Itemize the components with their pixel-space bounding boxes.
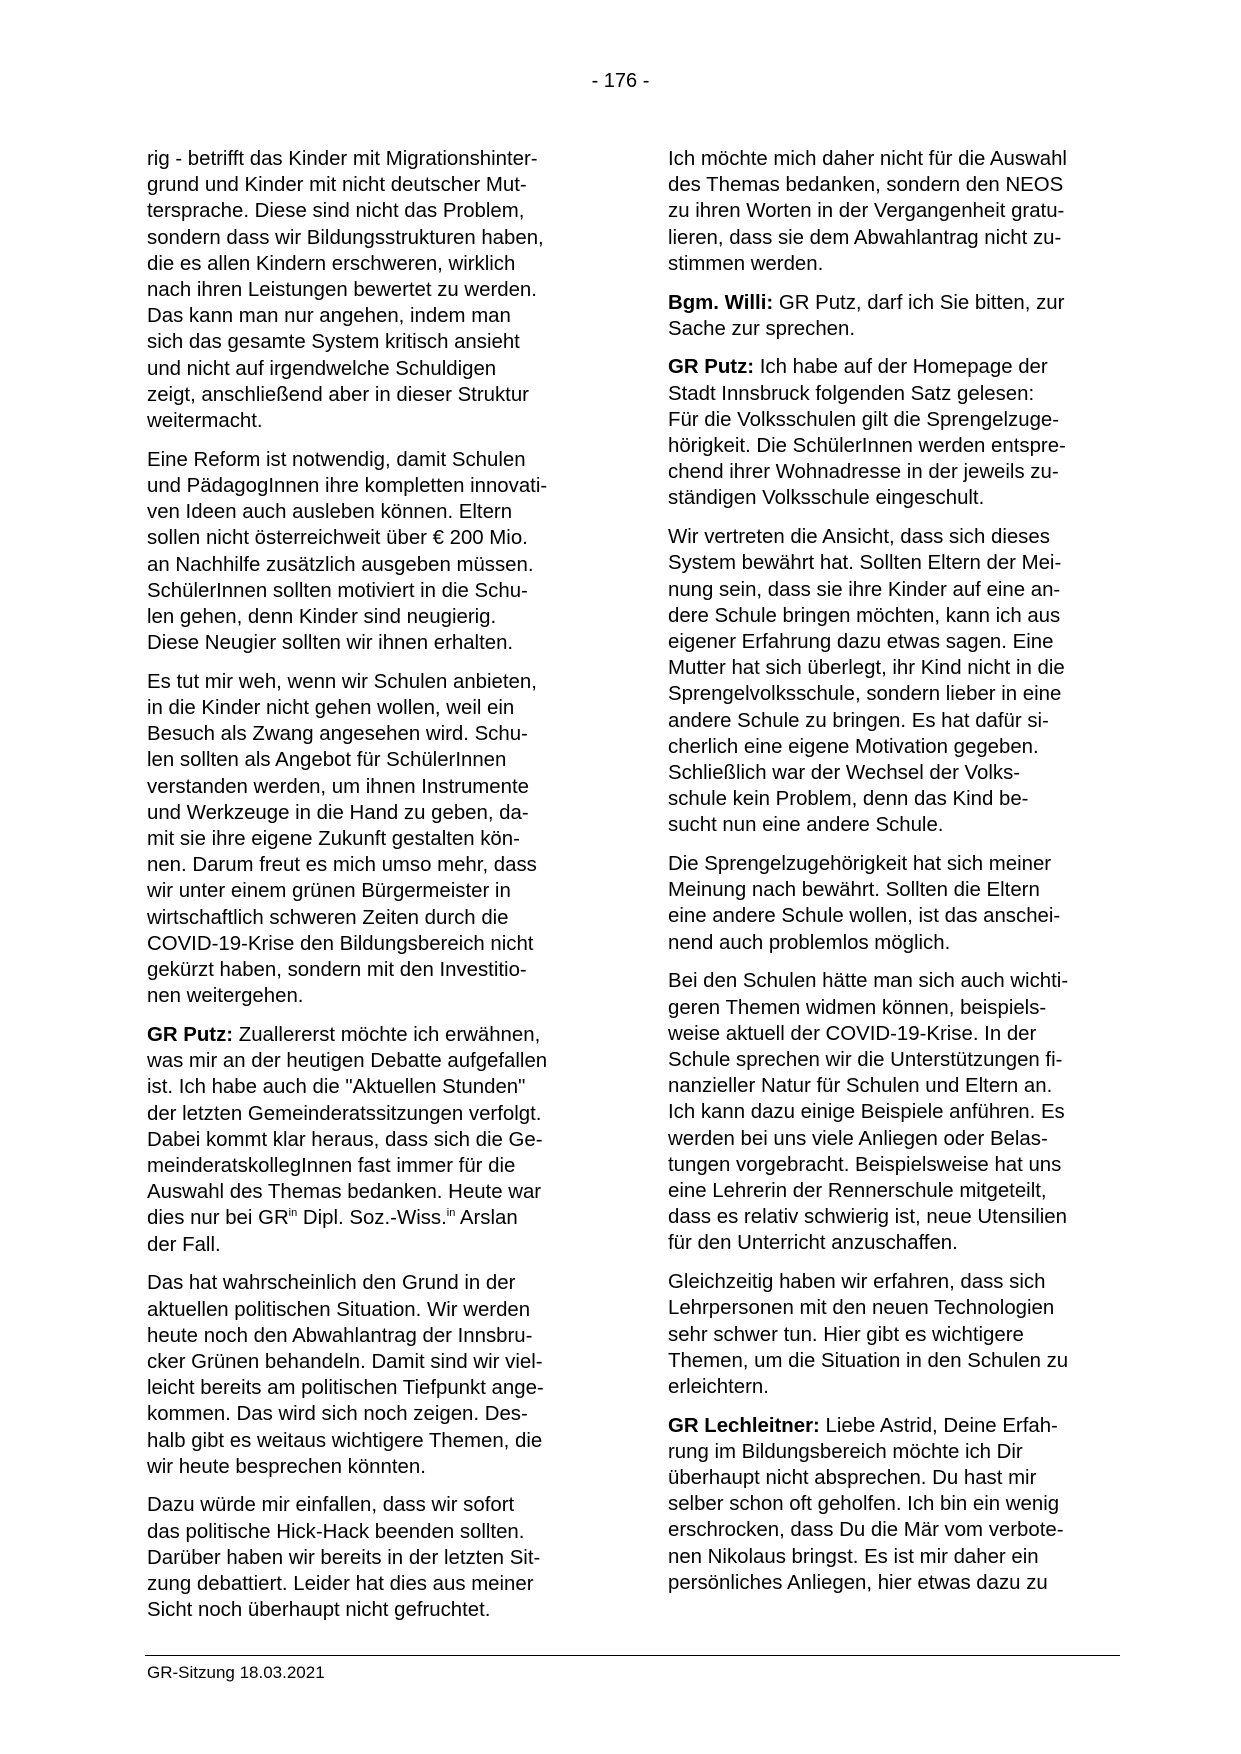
speech-paragraph [668, 1413, 1128, 1596]
speech-text: GR Putz, darf ich Sie bitten, zur Sache zur sprechen. [668, 291, 1065, 340]
speech-paragraph [668, 290, 1128, 342]
footer-divider [145, 1655, 1120, 1656]
footer-session-date: GR-Sitzung 18.03.2021 [147, 1663, 325, 1682]
paragraph: rig - betrifft das Kinder mit Migrationshinter- grund und Kinder mit nicht deutscher Mut- tersprache. Diese sind nicht das Problem, sondern dass wir Bildungsstrukturen haben, die es allen Kindern erschweren, wirklich nach ihren Leistungen bewertet zu werden. Das kann man nur angehen, indem man sich das gesamte System kritisch ansieht und nicht auf irgendwelche Schuldigen zeigt, anschließend aber in dieser Struktur weitermacht. [147, 148, 544, 433]
speech-paragraph [668, 354, 1128, 511]
page-number: - 176 - [591, 70, 650, 92]
speaker-name: GR Putz: [668, 356, 755, 379]
paragraph: Dazu würde mir einfallen, dass wir sofort das politische Hick-Hack beenden sollten. Darüber haben wir bereits in der letzten Sit- zung debattiert. Leider hat dies aus meiner Sicht noch überhaupt nicht gefruchtet. [147, 1494, 541, 1622]
speech-paragraph [147, 1022, 607, 1258]
paragraph: Bei den Schulen hätte man sich auch wichti- geren Themen widmen können, beispiels- weise aktuell der COVID-19-Krise. In der Schule sprechen wir die Unterstützungen fi- nanzieller Natur für Schulen und Eltern an. Ich kann dazu einige Beispiele anführen. Es werden bei uns viele Anliegen oder Belas- tungen vorgebracht. Beispielsweise hat uns eine Lehrerin der Rennerschule mitgeteilt, dass es relativ schwierig ist, neue Utensilien für den Unterricht anzuschaffen. [668, 970, 1069, 1255]
speech-text: Zuallererst möchte ich erwähnen, was mir an der heutigen Debatte aufgefallen ist. Ich habe auch die "Aktuellen Stunden" der letzten Gemeinderatssitzungen verfolgt. Dabei kommt klar heraus, dass sich die Ge- meinderatskollegInnen fast immer für die Auswahl des Themas bedanken. Heute war dies nur bei GR [147, 1024, 548, 1230]
superscript: in [446, 1207, 456, 1220]
speech-text: Liebe Astrid, Deine Erfah- rung im Bildungsbereich möchte ich Dir überhaupt nicht absprechen. Du hast mir selber schon oft geholfen. Ich bin ein wenig erschrocken, dass Du die Mär vom verbote- nen Nikolaus bringst. Es ist mir daher ein persönliches Anliegen, hier etwas dazu zu [668, 1414, 1064, 1594]
paragraph: Ich möchte mich daher nicht für die Auswahl des Themas bedanken, sondern den NEOS zu ihren Worten in der Vergangenheit gratu- lieren, dass sie dem Abwahlantrag nicht zu- stimmen werden. [668, 148, 1067, 275]
speaker-name: GR Putz: [147, 1024, 234, 1046]
speaker-name: GR Lechleitner: [668, 1414, 820, 1437]
right-column [668, 146, 1128, 1609]
paragraph: Es tut mir weh, wenn wir Schulen anbieten, in die Kinder nicht gehen wollen, weil ein Besuch als Zwang angesehen wird. Schu- len sollten als Angebot für SchülerInnen verstanden werden, um ihnen Instrumente und Werkzeuge in die Hand zu geben, da- mit sie ihre eigene Zukunft gestalten kön- nen. Darum freut es mich umso mehr, dass wir unter einem grünen Bürgermeister in wirtschaftlich schweren Zeiten durch die COVID-19-Krise den Bildungsbereich nicht gekürzt haben, sondern mit den Investitio- nen weitergehen. [147, 670, 537, 1008]
paragraph: Wir vertreten die Ansicht, dass sich dieses System bewährt hat. Sollten Eltern der Mei- nung sein, dass sie ihre Kinder auf eine an- dere Schule bringen möchten, kann ich aus eigener Erfahrung dazu etwas sagen. Eine Mutter hat sich überlegt, ihr Kind nicht in die Sprengelvolksschule, sondern lieber in eine andere Schule zu bringen. Es hat dafür si- cherlich eine eigene Motivation gegeben. Schließlich war der Wechsel der Volks- schule kein Problem, denn das Kind be- sucht nun eine andere Schule. [668, 526, 1065, 837]
superscript: in [288, 1207, 298, 1220]
speaker-name: Bgm. Willi: [668, 291, 774, 314]
paragraph: Eine Reform ist notwendig, damit Schulen und PädagogInnen ihre kompletten innovati- ven Ideen auch ausleben können. Eltern sollen nicht österreichweit über € 200 Mio. an Nachhilfe zusätzlich ausgeben müssen. SchülerInnen sollten motiviert in die Schu- len gehen, denn Kinder sind neugierig. Diese Neugier sollten wir ihnen erhalten. [147, 448, 548, 655]
left-column [147, 146, 607, 1636]
paragraph: Das hat wahrscheinlich den Grund in der aktuellen politischen Situation. Wir werden heute noch den Abwahlantrag der Innsbru- cker Grünen behandeln. Damit sind wir viel- leicht bereits am politischen Tiefpunkt ange- kommen. Das wird sich noch zeigen. Des- halb gibt es weitaus wichtigere Themen, die wir heute besprechen könnten. [147, 1272, 544, 1478]
speech-text: Ich habe auf der Homepage der Stadt Innsbruck folgenden Satz gelesen: Für die Volksschulen gilt die Sprengelzuge- hörigkeit. Die SchülerInnen werden entspre- chend ihrer Wohnadresse in der jeweils zu- ständigen Volksschule eingeschult. [668, 356, 1066, 510]
speech-text: Dipl. Soz.-Wiss. [297, 1207, 447, 1230]
paragraph: Die Sprengelzugehörigkeit hat sich meiner Meinung nach bewährt. Sollten die Eltern eine andere Schule wollen, ist das anschei- nend auch problemlos möglich. [668, 853, 1061, 954]
speech-text: Arslan der Fall. [147, 1207, 518, 1256]
paragraph: Gleichzeitig haben wir erfahren, dass sich Lehrpersonen mit den neuen Technologien sehr schwer tun. Hier gibt es wichtigere Themen, um die Situation in den Schulen zu erleichtern. [668, 1271, 1069, 1398]
